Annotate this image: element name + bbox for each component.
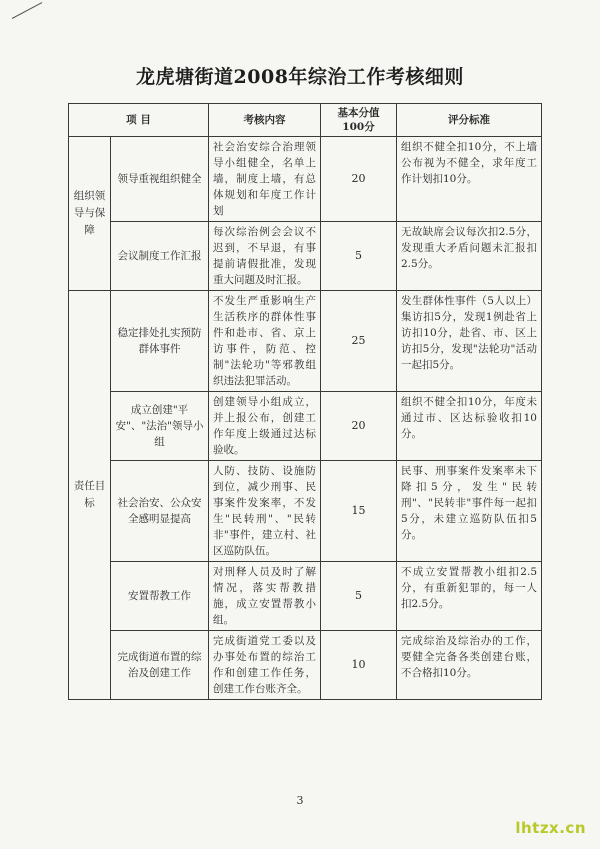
table-row: [69, 222, 542, 291]
header-content: 考核内容: [209, 104, 321, 137]
row-criteria: 完成综治及综治办的工作，要健全完备各类创建台账，不合格扣10分。: [397, 631, 542, 700]
category-org: 组织领导与保障: [69, 137, 111, 291]
row-item: 安置帮教工作: [111, 562, 209, 631]
row-criteria: 组织不健全扣10分，年度未通过市、区达标验收扣10分。: [397, 392, 542, 461]
table-header-row: [69, 104, 542, 137]
row-content: 创建领导小组成立，并上报公布，创建工作年度上级通过达标验收。: [209, 392, 321, 461]
row-criteria: 民事、刑事案件发案率未下降扣5分，发生"民转刑"、"民转非"事件每一起扣5分，未建立巡防队伍扣5分。: [397, 461, 542, 562]
row-score: 5: [321, 222, 397, 291]
row-item: 社会治安、公众安全感明显提高: [111, 461, 209, 562]
header-project: 项 目: [69, 104, 209, 137]
assessment-table: [68, 103, 542, 700]
header-score-line1: 基本分值: [337, 107, 380, 119]
table-row: [69, 137, 542, 222]
row-content: 每次综治例会会议不迟到，不早退，有事提前请假批准，发现重大问题及时汇报。: [209, 222, 321, 291]
row-score: 15: [321, 461, 397, 562]
table-row: [69, 461, 542, 562]
table-row: [69, 562, 542, 631]
row-criteria: 无故缺席会议每次扣2.5分，发现重大矛盾问题未汇报扣2.5分。: [397, 222, 542, 291]
row-content: 不发生严重影响生产生活秩序的群体性事件和赴市、省、京上访事件，防范、控制"法轮功"等邪教组织违法犯罪活动。: [209, 291, 321, 392]
row-item: 成立创建"平安"、"法治"领导小组: [111, 392, 209, 461]
page-number: 3: [296, 794, 304, 807]
row-content: 完成街道党工委以及办事处布置的综治工作和创建工作任务，创建工作台账齐全。: [209, 631, 321, 700]
row-score: 20: [321, 137, 397, 222]
table-row: [69, 392, 542, 461]
site-watermark: lhtzx.cn: [515, 819, 586, 837]
row-score: 20: [321, 392, 397, 461]
row-score: 25: [321, 291, 397, 392]
table-row: [69, 631, 542, 700]
row-item: 完成街道布置的综治及创建工作: [111, 631, 209, 700]
row-content: 社会治安综合治理领导小组健全，名单上墙，制度上墙，有总体规划和年度工作计划: [209, 137, 321, 222]
row-criteria: 不成立安置帮教小组扣2.5分，有重新犯罪的，每一人扣2.5分。: [397, 562, 542, 631]
row-score: 10: [321, 631, 397, 700]
row-content: 人防、技防、设施防到位，减少刑事、民事案件发案率，不发生"民转刑"、"民转非"事件，建立村、社区巡防队伍。: [209, 461, 321, 562]
row-content: 对刑释人员及时了解情况，落实帮教措施，成立安置帮教小组。: [209, 562, 321, 631]
category-resp: 责任目标: [69, 291, 111, 700]
row-item: 领导重视组织健全: [111, 137, 209, 222]
scan-mark: [12, 2, 42, 19]
header-score-line2: 100分: [342, 121, 375, 133]
row-item: 稳定排处扎实预防群体事件: [111, 291, 209, 392]
row-criteria: 发生群体性事件（5人以上）集访扣5分，发现1例赴省上访扣10分，赴省、市、区上访扣5分，发现"法轮功"活动一起扣5分。: [397, 291, 542, 392]
row-item: 会议制度工作汇报: [111, 222, 209, 291]
row-criteria: 组织不健全扣10分，不上墙公布视为不健全，求年度工作计划扣10分。: [397, 137, 542, 222]
row-score: 5: [321, 562, 397, 631]
table-row: [69, 291, 542, 392]
header-score: [321, 104, 397, 137]
header-criteria: 评分标准: [397, 104, 542, 137]
page-title: 龙虎塘街道2008年综治工作考核细则: [136, 66, 464, 88]
